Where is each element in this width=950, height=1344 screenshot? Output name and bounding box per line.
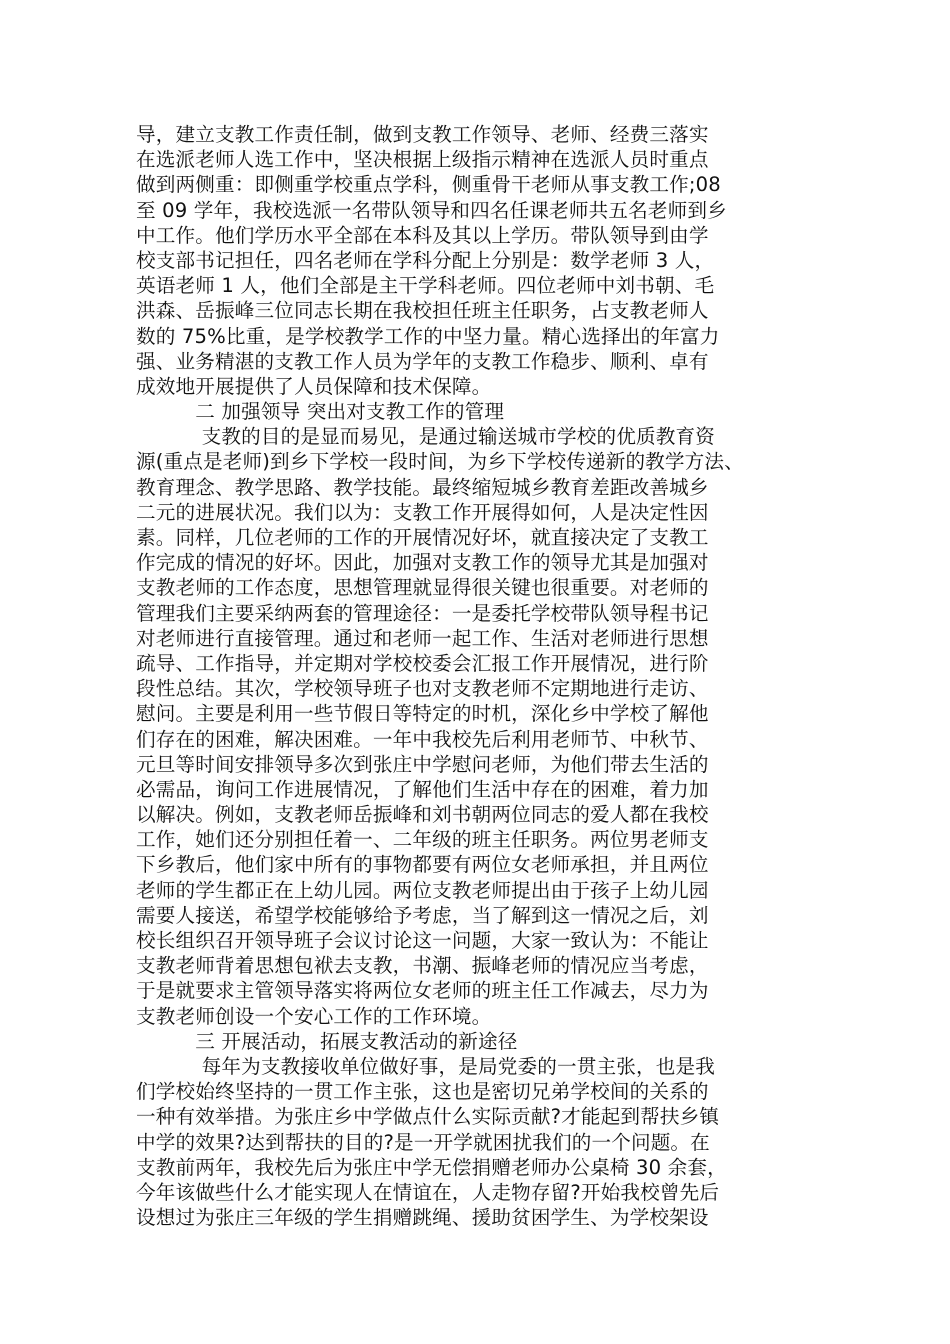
text-line: 慰问。主要是利用一些节假日等特定的时机，深化乡中学校了解他	[136, 702, 709, 726]
text-line: 校支部书记担任，四名老师在学科分配上分别是：数学老师 3 人，	[136, 248, 715, 272]
text-line: 们存在的困难，解决困难。一年中我校先后利用老师节、中秋节、	[136, 727, 709, 751]
text-line: 成效地开展提供了人员保障和技术保障。	[136, 374, 492, 398]
text-line: 英语老师 1 人，他们全部是主干学科老师。四位老师中刘书朝、毛	[136, 274, 715, 298]
text-line: 支教老师的工作态度，思想管理就显得很关键也很重要。对老师的	[136, 576, 709, 600]
text-line: 强、业务精湛的支教工作人员为学年的支教工作稳步、顺利、卓有	[136, 349, 709, 373]
text-line: 必需品，询问工作进展情况，了解他们生活中存在的困难，着力加	[136, 777, 709, 801]
text-line: 工作，她们还分别担任着一、二年级的班主任职务。两位男老师支	[136, 828, 709, 852]
text-line: 源(重点是老师)到乡下学校一段时间，为乡下学校传递新的教学方法、	[136, 450, 744, 474]
text-line: 支教的目的是显而易见，是通过输送城市学校的优质教育资	[136, 425, 715, 449]
text-line: 支教老师背着思想包袱去支教，书潮、振峰老师的情况应当考虑，	[136, 954, 709, 978]
text-line: 导，建立支教工作责任制，做到支教工作领导、老师、经费三落实	[136, 123, 709, 146]
text-line: 元旦等时间安排领导多次到张庄中学慰问老师，为他们带去生活的	[136, 752, 709, 776]
text-line: 二 加强领导 突出对支教工作的管理	[136, 400, 505, 424]
text-line: 需要人接送，希望学校能够给予考虑，当了解到这一情况之后，刘	[136, 903, 709, 927]
text-line: 二元的进展状况。我们以为：支教工作开展得如何，人是决定性因	[136, 500, 709, 524]
text-line: 疏导、工作指导，并定期对学校校委会汇报工作开展情况，进行阶	[136, 651, 709, 675]
text-line: 段性总结。其次，学校领导班子也对支教老师不定期地进行走访、	[136, 677, 709, 701]
text-line: 数的 75%比重，是学校教学工作的中坚力量。精心选择出的年富力	[136, 324, 720, 348]
text-line: 支教老师创设一个安心工作的工作环境。	[136, 1004, 492, 1028]
text-line: 一种有效举措。为张庄乡中学做点什么实际贡献?才能起到帮扶乡镇	[136, 1105, 720, 1129]
text-line: 设想过为张庄三年级的学生捐赠跳绳、援助贫困学生、为学校架设	[136, 1206, 709, 1230]
text-line: 们学校始终坚持的一贯工作主张，这也是密切兄弟学校间的关系的	[136, 1080, 709, 1104]
text-line: 教育理念、教学思路、教学技能。最终缩短城乡教育差距改善城乡	[136, 475, 709, 499]
text-line: 至 09 学年，我校选派一名带队领导和四名任课老师共五名老师到乡	[136, 198, 727, 222]
text-line: 三 开展活动，拓展支教活动的新途径	[136, 1029, 518, 1053]
text-line: 下乡教后，他们家中所有的事物都要有两位女老师承担，并且两位	[136, 853, 709, 877]
text-line: 于是就要求主管领导落实将两位女老师的班主任工作减去，尽力为	[136, 979, 709, 1003]
text-line: 作完成的情况的好坏。因此，加强对支教工作的领导尤其是加强对	[136, 551, 709, 575]
text-line: 在选派老师人选工作中，坚决根据上级指示精神在选派人员时重点	[136, 148, 709, 172]
text-line: 以解决。例如，支教老师岳振峰和刘书朝两位同志的爱人都在我校	[136, 803, 709, 827]
text-line: 支教前两年，我校先后为张庄中学无偿捐赠老师办公桌椅 30 余套，	[136, 1155, 727, 1179]
text-line: 管理我们主要采纳两套的管理途径：一是委托学校带队领导程书记	[136, 601, 709, 625]
text-line: 对老师进行直接管理。通过和老师一起工作、生活对老师进行思想	[136, 626, 709, 650]
text-line: 老师的学生都正在上幼儿园。两位支教老师提出由于孩子上幼儿园	[136, 878, 709, 902]
text-line: 中工作。他们学历水平全部在本科及其以上学历。带队领导到由学	[136, 223, 709, 247]
text-line: 每年为支教接收单位做好事，是局党委的一贯主张，也是我	[136, 1054, 715, 1078]
text-line: 中学的效果?达到帮扶的目的?是一开学就困扰我们的一个问题。在	[136, 1130, 710, 1154]
text-line: 素。同样，几位老师的工作的开展情况好坏，就直接决定了支教工	[136, 526, 709, 549]
text-line: 校长组织召开领导班子会议讨论这一问题，大家一致认为：不能让	[136, 929, 709, 952]
document-body	[136, 122, 816, 1230]
text-line: 做到两侧重：即侧重学校重点学科，侧重骨干老师从事支教工作;08	[136, 173, 721, 197]
text-line: 洪森、岳振峰三位同志长期在我校担任班主任职务，占支教老师人	[136, 299, 709, 323]
text-line: 今年该做些什么才能实现人在情谊在，人走物存留?开始我校曾先后	[136, 1180, 720, 1204]
